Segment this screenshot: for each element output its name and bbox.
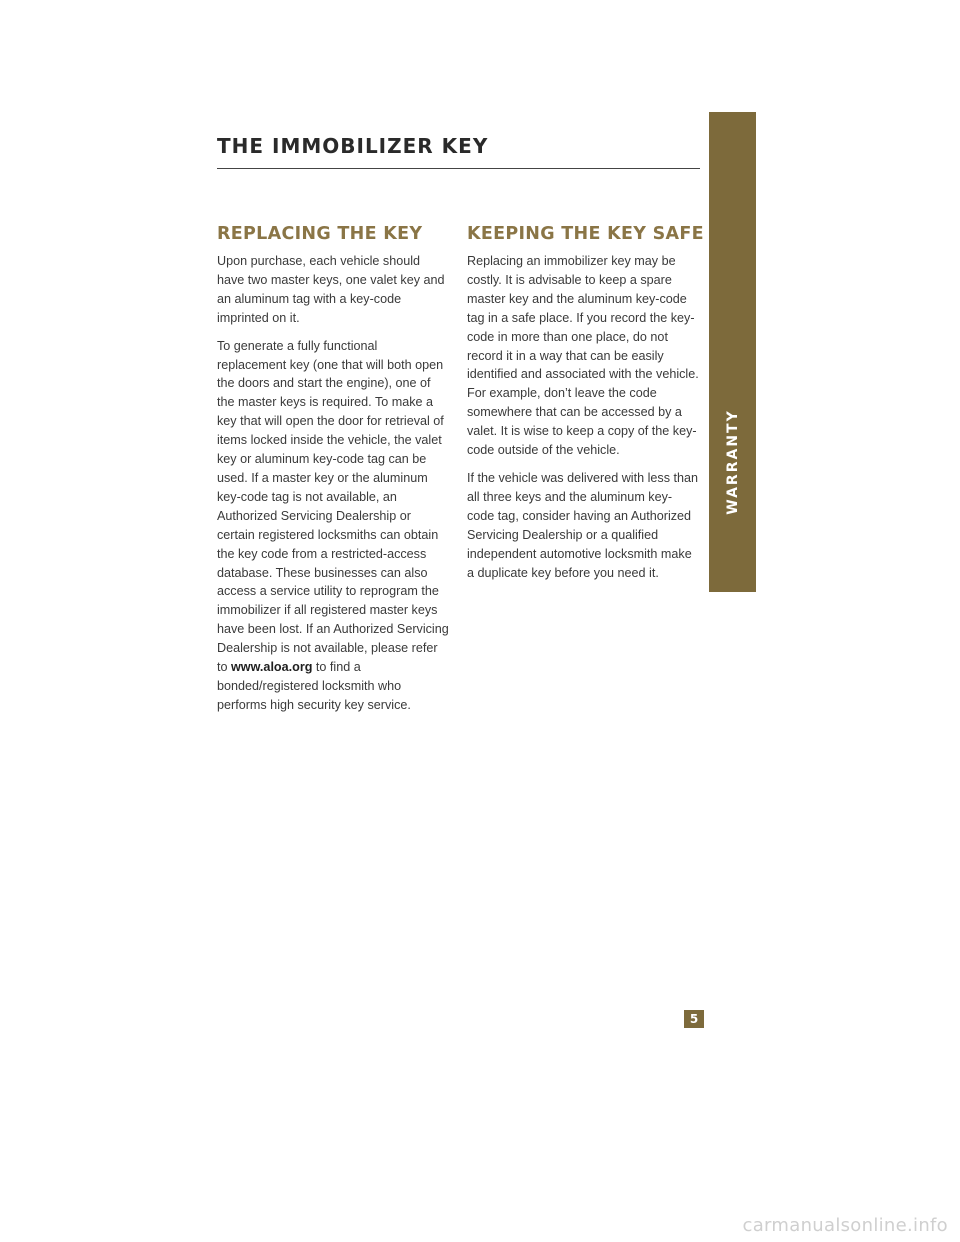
page-title: THE IMMOBILIZER KEY xyxy=(217,134,489,158)
replacing-key-paragraph-1: Upon purchase, each vehicle should have two master keys, one valet key and an aluminum tag with a key-code imprinted on it. xyxy=(217,254,445,325)
paragraph-text: to find a bonded/registered locksmith who performs high security key service. xyxy=(217,660,411,712)
left-column xyxy=(217,224,449,724)
keeping-key-safe-paragraph-2: If the vehicle was delivered with less than all three keys and the aluminum key-code tag, consider having an Authorized Servicing Dealership or a qualified independent automotive locksmith make a duplicate key before you need it. xyxy=(467,470,699,580)
keeping-key-safe-paragraph-1: Replacing an immobilizer key may be costly. It is advisable to keep a spare master key and the aluminum key-code tag in a safe place. If you record the key-code in more than one place, do not record it in a way that can be easily identified and associated with the vehicle. For example, don’t leave the code somewhere that can be accessed by a valet. It is wise to keep a copy of the key-code outside of the vehicle. xyxy=(467,254,699,458)
paragraph-text: To generate a fully functional replacement key (one that will both open the doors and start the engine), one of the master keys is required. To make a key that will open the door for retrieval of items locked inside the vehicle, the valet key or aluminum key-code tag can be used. If a master key or the aluminum key-code tag is not available, an Authorized Servicing Dealership or certain registered locksmiths can obtain the key code from a restricted-access database. These businesses can also access a service utility to reprogram the immobilizer if all registered master keys have been lost. If an Authorized Servicing Dealership is not available, please refer to xyxy=(217,338,449,675)
title-divider xyxy=(217,168,700,169)
aloa-link[interactable]: www.aloa.org xyxy=(231,660,313,675)
replacing-key-heading: REPLACING THE KEY xyxy=(217,224,423,244)
section-tab-warranty[interactable] xyxy=(709,112,756,592)
right-column xyxy=(467,224,704,591)
keeping-key-safe-heading: KEEPING THE KEY SAFE xyxy=(467,224,704,244)
page-number: 5 xyxy=(684,1010,704,1028)
section-tab-label: WARRANTY xyxy=(724,409,741,515)
replacing-key-paragraph-2 xyxy=(217,337,449,715)
watermark: carmanualsonline.info xyxy=(742,1215,948,1236)
